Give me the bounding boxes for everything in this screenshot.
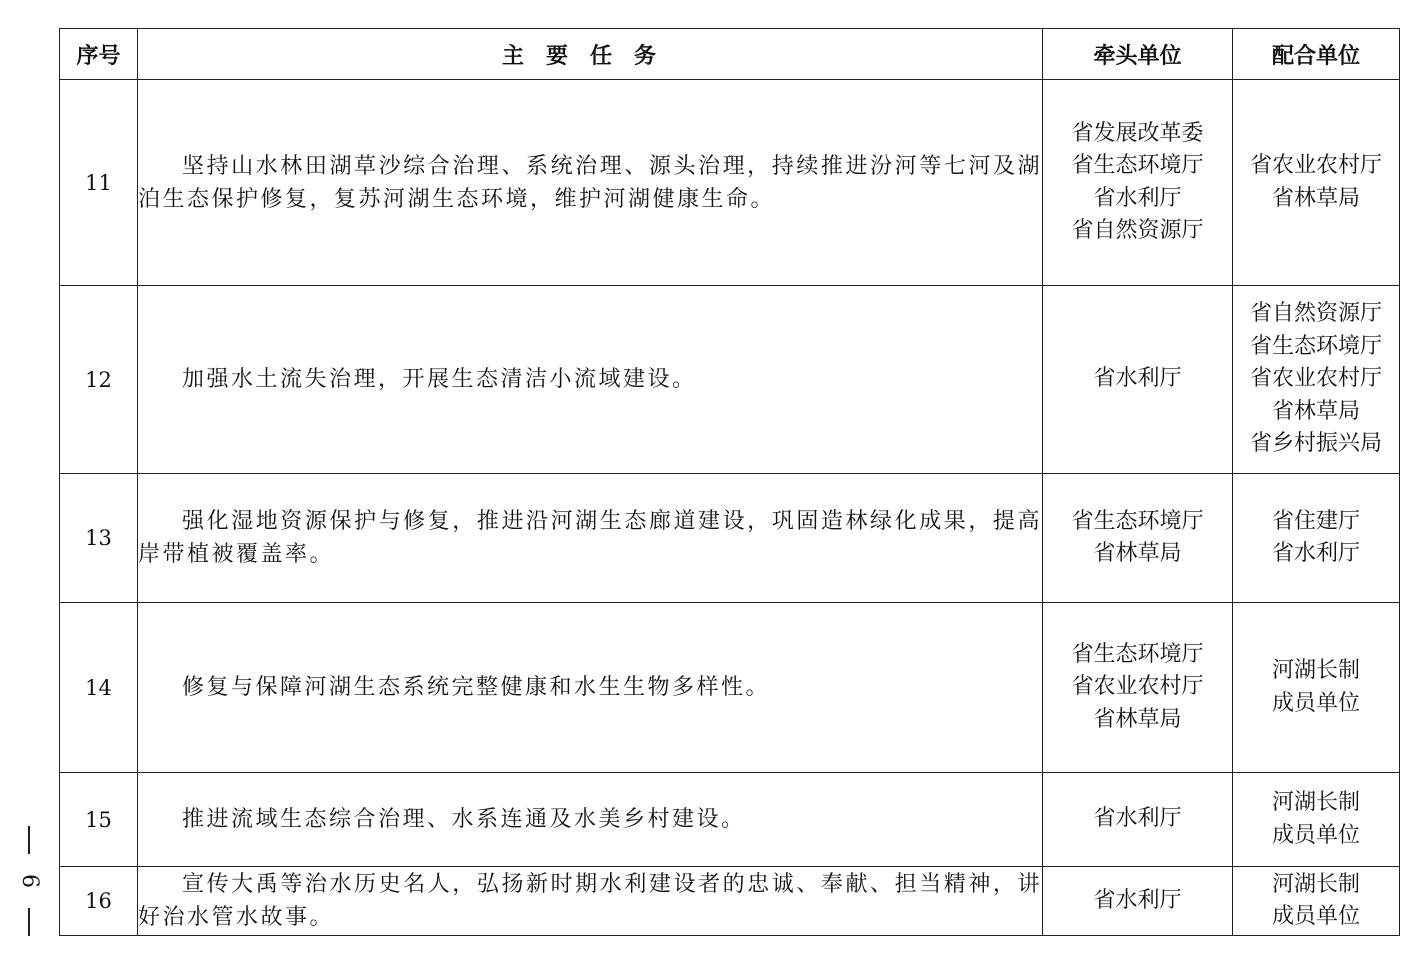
page-number-dash-top xyxy=(28,826,30,854)
lead-unit-name: 省水利厅 xyxy=(1093,806,1182,832)
coop-unit-name: 省农业农村厅 xyxy=(1249,153,1382,178)
lead-unit-name: 省生态环境厅 xyxy=(1071,153,1204,178)
row-task-text: 强化湿地资源保护与修复，推进沿河湖生态廊道建设，巩固造林绿化成果，提高岸带植被覆盖率。 xyxy=(138,509,1042,567)
row-task xyxy=(138,773,1043,867)
lead-unit-name: 省生态环境厅 xyxy=(1071,641,1204,667)
row-task-text: 坚持山水林田湖草沙综合治理、系统治理、源头治理，持续推进汾河等七河及湖泊生态保护修复，复苏河湖生态环境，维护河湖健康生命。 xyxy=(138,153,1042,212)
page-number-value: 6 xyxy=(17,874,42,888)
lead-unit-name: 省发展改革委 xyxy=(1071,120,1204,146)
row-seq: 12 xyxy=(60,286,138,474)
table-body xyxy=(60,80,1400,936)
table-row xyxy=(60,603,1400,773)
header-lead-unit: 牵头单位 xyxy=(1043,29,1233,80)
header-seq: 序号 xyxy=(60,29,138,80)
row-lead-unit xyxy=(1043,474,1233,603)
table-row xyxy=(60,773,1400,867)
lead-unit-name: 省林草局 xyxy=(1093,706,1182,732)
task-table xyxy=(59,28,1400,936)
row-coop-unit xyxy=(1233,867,1400,936)
row-seq: 16 xyxy=(60,867,138,936)
row-lead-unit xyxy=(1043,603,1233,773)
coop-unit-name: 河湖长制 xyxy=(1271,871,1360,897)
page-number xyxy=(14,826,44,936)
row-coop-unit xyxy=(1233,286,1400,474)
row-coop-unit xyxy=(1233,773,1400,867)
row-task xyxy=(138,286,1043,474)
coop-unit-name: 成员单位 xyxy=(1271,690,1360,716)
coop-unit-name: 成员单位 xyxy=(1271,904,1360,929)
lead-unit-name: 省农业农村厅 xyxy=(1071,674,1204,700)
row-task-text: 推进流域生态综合治理、水系连通及水美乡村建设。 xyxy=(182,807,746,832)
row-lead-unit xyxy=(1043,80,1233,286)
coop-unit-name: 河湖长制 xyxy=(1271,790,1360,815)
coop-unit-name: 省生态环境厅 xyxy=(1249,333,1382,359)
table-row xyxy=(60,474,1400,603)
row-seq: 13 xyxy=(60,474,138,603)
table-header-row xyxy=(60,29,1400,80)
row-lead-unit xyxy=(1043,867,1233,936)
coop-unit-name: 省自然资源厅 xyxy=(1249,301,1382,327)
header-coop-unit: 配合单位 xyxy=(1233,29,1400,80)
coop-unit-name: 省乡村振兴局 xyxy=(1249,431,1382,457)
row-coop-unit xyxy=(1233,80,1400,286)
lead-unit-name: 省林草局 xyxy=(1093,541,1182,566)
table-row xyxy=(60,80,1400,286)
table-row xyxy=(60,867,1400,936)
row-seq: 15 xyxy=(60,773,138,867)
coop-unit-name: 成员单位 xyxy=(1271,822,1360,848)
row-lead-unit xyxy=(1043,286,1233,474)
coop-unit-name: 省水利厅 xyxy=(1271,541,1360,566)
lead-unit-name: 省自然资源厅 xyxy=(1071,218,1204,243)
row-task-text: 宣传大禹等治水历史名人，弘扬新时期水利建设者的忠诚、奉献、担当精神，讲好治水管水故事。 xyxy=(138,872,1042,930)
lead-unit-name: 省水利厅 xyxy=(1093,185,1182,211)
row-lead-unit xyxy=(1043,773,1233,867)
coop-unit-name: 省林草局 xyxy=(1271,185,1360,211)
lead-unit-name: 省生态环境厅 xyxy=(1071,508,1204,534)
row-coop-unit xyxy=(1233,474,1400,603)
row-task xyxy=(138,603,1043,773)
row-seq: 11 xyxy=(60,80,138,286)
lead-unit-name: 省水利厅 xyxy=(1093,366,1182,392)
row-coop-unit xyxy=(1233,603,1400,773)
row-seq: 14 xyxy=(60,603,138,773)
row-task-text: 加强水土流失治理，开展生态清洁小流域建设。 xyxy=(182,367,697,392)
table-row xyxy=(60,286,1400,474)
row-task xyxy=(138,867,1043,936)
row-task xyxy=(138,474,1043,603)
coop-unit-name: 河湖长制 xyxy=(1271,658,1360,683)
row-task-text: 修复与保障河湖生态系统完整健康和水生生物多样性。 xyxy=(182,675,771,700)
coop-unit-name: 省林草局 xyxy=(1271,398,1360,424)
page-number-dash-bottom xyxy=(28,908,30,936)
lead-unit-name: 省水利厅 xyxy=(1093,887,1182,913)
row-task xyxy=(138,80,1043,286)
coop-unit-name: 省住建厅 xyxy=(1271,508,1360,534)
header-task: 主要任务 xyxy=(138,29,1043,80)
coop-unit-name: 省农业农村厅 xyxy=(1249,366,1382,392)
